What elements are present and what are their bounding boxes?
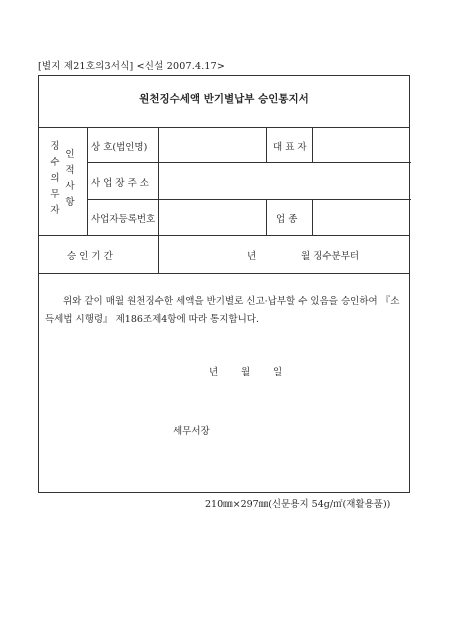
label-business-type: 업 종: [276, 214, 298, 225]
form-title: 원천징수세액 반기별납부 승인통지서: [139, 93, 309, 105]
row-divider-1: [87, 162, 411, 163]
representative-right-divider: [312, 127, 313, 162]
representative-left-divider: [266, 127, 267, 162]
period-label-divider: [158, 235, 159, 273]
label-business-address: 사 업 장 주 소: [91, 178, 149, 189]
date-day: 일: [273, 367, 283, 378]
label-approval-period: 승 인 기 간: [67, 251, 113, 262]
title-divider: [39, 127, 409, 128]
side-label-withholder: 징 수 의 무 자: [50, 141, 60, 216]
label-column-divider: [158, 127, 159, 235]
notice-body-text: 위와 같이 매월 원천징수한 세액을 반기별로 신고·납부할 수 있음을 승인하여 『소득세법 시행령』 제186조제4항에 따라 통지합니다.: [45, 296, 400, 325]
business-type-left-divider: [266, 199, 267, 235]
date-year: 년: [209, 367, 219, 378]
date-month: 월: [241, 367, 251, 378]
tax-office-head: 세무서장: [173, 426, 210, 437]
label-registration-number: 사업자등록번호: [91, 214, 156, 225]
side-label-divider: [87, 127, 88, 235]
approval-period-year: 년: [247, 251, 257, 262]
approval-period-month: 월 징수분부터: [301, 251, 360, 262]
form-reference-note: [별지 제21호의3서식] <신설 2007.4.17>: [38, 61, 226, 72]
paper-spec-note: 210㎜×297㎜(신문용지 54g/㎡(재활용품)): [205, 499, 391, 510]
row-divider-2: [87, 199, 411, 200]
side-label-personal-info: 인 적 사 항: [65, 149, 75, 208]
business-type-right-divider: [312, 199, 313, 235]
period-divider: [39, 273, 409, 274]
label-business-name: 상 호(법인명): [91, 142, 148, 153]
label-representative: 대 표 자: [273, 142, 307, 153]
info-section-divider: [39, 235, 409, 236]
approval-notice-form: [38, 75, 410, 493]
